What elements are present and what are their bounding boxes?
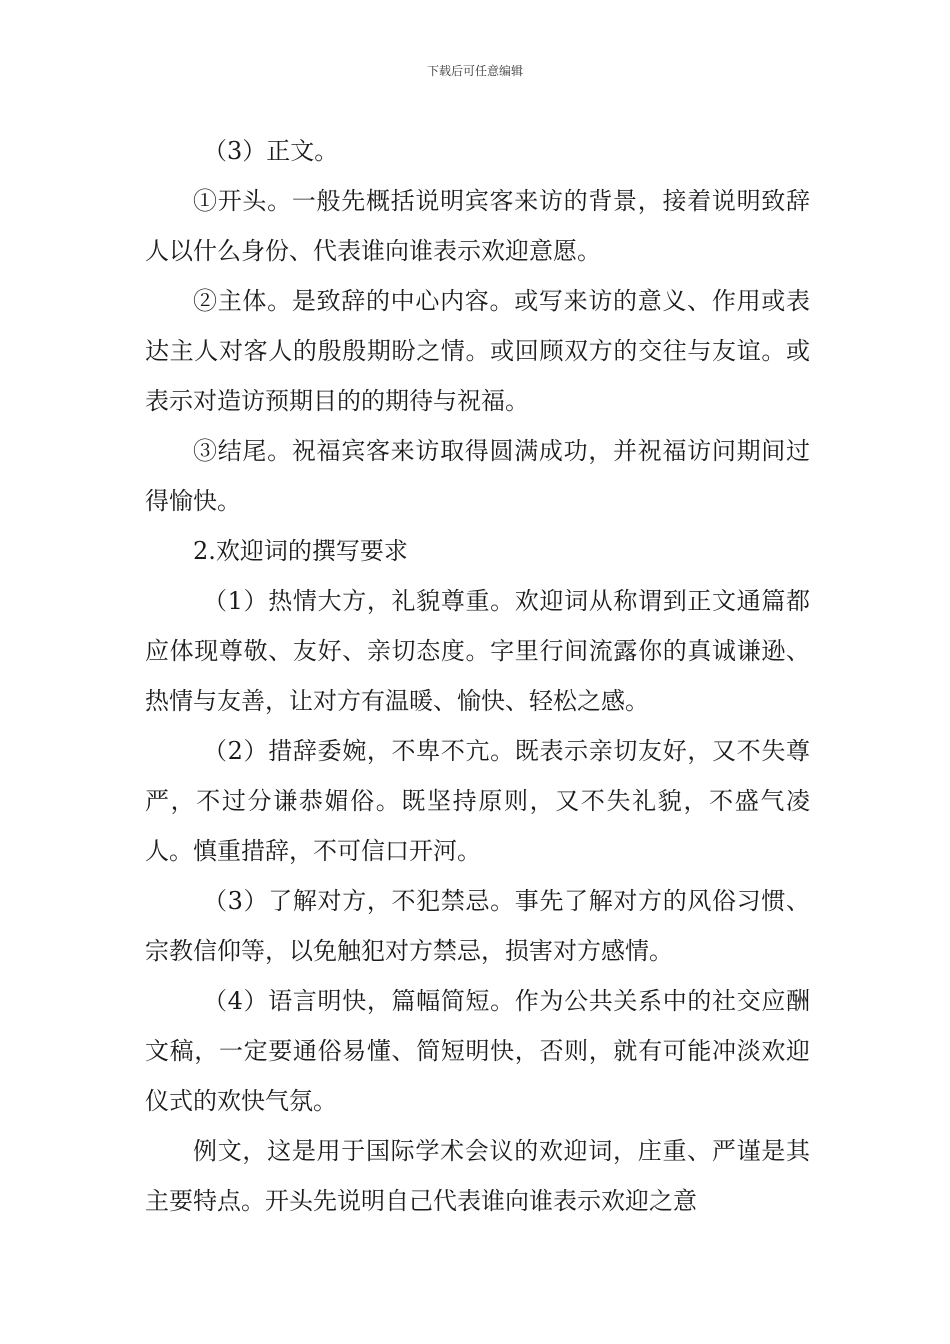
section-heading-body: （3）正文。 bbox=[203, 137, 339, 165]
page-header-note: 下载后可任意编辑 bbox=[426, 64, 523, 78]
paragraph-requirement-2: （2）措辞委婉，不卑不亢。既表示亲切友好，又不失尊严，不过分谦恭媚俗。既坚持原则，又不失礼貌，不盛气凌人。慎重措辞，不可信口开河。 bbox=[145, 737, 810, 865]
paragraph-opening: ①开头。一般先概括说明宾客来访的背景，接着说明致辞人以什么身份、代表谁向谁表示欢迎意愿。 bbox=[145, 187, 810, 265]
section-heading-requirements: 2.欢迎词的撰写要求 bbox=[193, 537, 408, 565]
document-body bbox=[145, 126, 810, 1226]
paragraph-requirement-3: （3）了解对方，不犯禁忌。事先了解对方的风俗习惯、宗教信仰等，以免触犯对方禁忌，损害对方感情。 bbox=[145, 887, 810, 965]
paragraph-example: 例文，这是用于国际学术会议的欢迎词，庄重、严谨是其主要特点。开头先说明自己代表谁向谁表示欢迎之意 bbox=[145, 1137, 810, 1215]
paragraph-main-body: ②主体。是致辞的中心内容。或写来访的意义、作用或表达主人对客人的殷殷期盼之情。或回顾双方的交往与友谊。或表示对造访预期目的的期待与祝福。 bbox=[145, 287, 810, 415]
paragraph-requirement-1: （1）热情大方，礼貌尊重。欢迎词从称谓到正文通篇都应体现尊敬、友好、亲切态度。字里行间流露你的真诚谦逊、热情与友善，让对方有温暖、愉快、轻松之感。 bbox=[145, 587, 810, 715]
paragraph-requirement-4: （4）语言明快，篇幅简短。作为公共关系中的社交应酬文稿，一定要通俗易懂、简短明快，否则，就有可能冲淡欢迎仪式的欢快气氛。 bbox=[145, 987, 810, 1115]
paragraph-ending: ③结尾。祝福宾客来访取得圆满成功，并祝福访问期间过得愉快。 bbox=[145, 437, 810, 515]
